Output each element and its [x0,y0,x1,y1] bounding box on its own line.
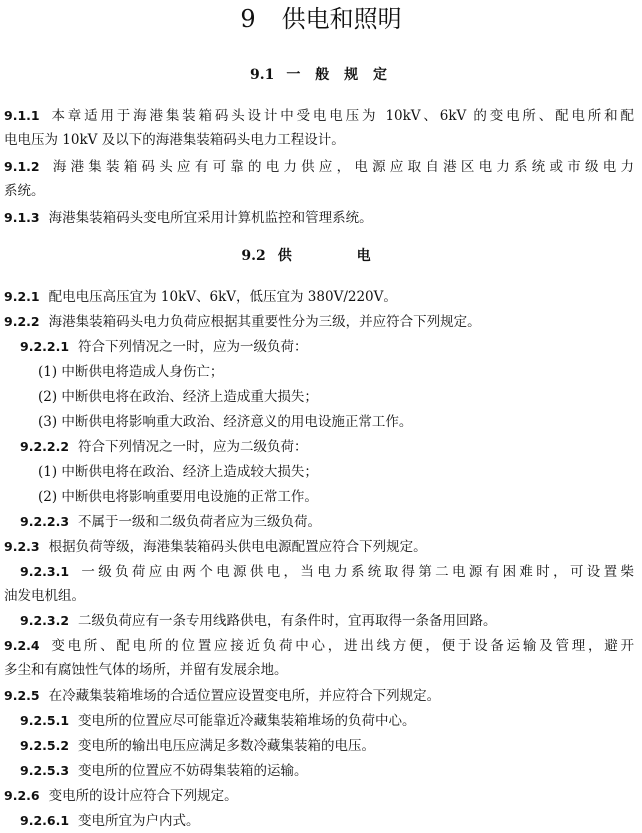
list-item [38,463,634,481]
clause-line [20,737,634,755]
clause-line [4,637,634,655]
chapter-name: 供电和照明 [281,5,402,33]
clause-line [20,762,634,780]
clause-line [4,313,634,331]
clause-text: 变电所的输出电压应满足多数冷藏集装箱的电压。 [78,738,376,754]
section-name: 一 般 规 定 [286,67,392,83]
clause-number: 9.2.1 [4,289,40,304]
clause-number: 9.1.1 [4,108,40,123]
clause-line [4,587,634,605]
list-item-text: (1) 中断供电将造成人身伤亡； [38,364,224,380]
clause-text: 本章适用于海港集装箱码头设计中受电电压为 10kV、6kV 的变电所、配电所和配 [48,108,634,124]
clause-line [4,131,634,149]
clause-text: 海港集装箱码头变电所宜采用计算机监控和管理系统。 [48,210,373,226]
clause-line [4,661,634,679]
clause-number: 9.2.5.2 [20,738,70,753]
clause-number: 9.2.2 [4,314,40,329]
section-heading [0,66,642,84]
clause-line [4,538,634,556]
clause-line [4,787,634,805]
clause-line [4,107,634,125]
section-number: 9.2 [241,248,266,264]
clause-text: 配电电压高压宜为 10kV、6kV，低压宜为 380V/220V。 [48,289,397,305]
clause-text: 不属于一级和二级负荷者应为三级负荷。 [78,514,322,530]
clause-number: 9.2.6 [4,788,40,803]
clause-number: 9.2.5.1 [20,713,70,728]
clause-text: 电电压为 10kV 及以下的海港集装箱码头电力工程设计。 [4,132,345,148]
clause-text: 变电所宜为户内式。 [78,813,200,829]
clause-text: 在冷藏集装箱堆场的合适位置应设置变电所，并应符合下列规定。 [48,688,441,704]
clause-number: 9.2.4 [4,638,40,653]
section-number: 9.1 [250,67,275,83]
clause-number: 9.1.3 [4,210,40,225]
clause-line [4,288,634,306]
clause-line [20,712,634,730]
clause-number: 9.2.3 [4,539,40,554]
clause-line [4,158,634,176]
clause-number: 9.2.5.3 [20,763,70,778]
list-item-text: (3) 中断供电将影响重大政治、经济意义的用电设施正常工作。 [38,414,413,430]
clause-line [20,563,634,581]
clause-text: 海港集装箱码头电力负荷应根据其重要性分为三级，并应符合下列规定。 [48,314,481,330]
clause-text: 多尘和有腐蚀性气体的场所，并留有发展余地。 [4,662,288,678]
clause-line [4,209,634,227]
list-item-text: (2) 中断供电将在政治、经济上造成重大损失； [38,389,318,405]
clause-text: 系统。 [4,183,45,199]
list-item-text: (1) 中断供电将在政治、经济上造成较大损失； [38,464,318,480]
clause-text: 海港集装箱码头应有可靠的电力供应，电源应取自港区电力系统或市级电力 [48,159,634,175]
clause-number: 9.2.3.2 [20,613,70,628]
clause-text: 符合下列情况之一时，应为一级负荷： [78,339,308,355]
clause-text: 符合下列情况之一时，应为二级负荷： [78,439,308,455]
clause-text: 二级负荷应有一条专用线路供电，有条件时，宜再取得一条备用回路。 [78,613,497,629]
clause-number: 9.2.2.3 [20,514,70,529]
clause-number: 9.2.3.1 [20,564,70,579]
clause-text: 一级负荷应由两个电源供电，当电力系统取得第二电源有困难时，可设置柴 [78,564,634,580]
clause-number: 9.2.6.1 [20,813,70,828]
clause-text: 根据负荷等级，海港集装箱码头供电电源配置应符合下列规定。 [48,539,427,555]
clause-number: 9.2.2.1 [20,339,70,354]
clause-line [20,612,634,630]
clause-line [20,438,634,456]
clause-text: 变电所的设计应符合下列规定。 [48,788,238,804]
list-item-text: (2) 中断供电将影响重要用电设施的正常工作。 [38,489,318,505]
section-heading [0,247,642,265]
clause-text: 油发电机组。 [4,588,85,604]
chapter-number: 9 [240,5,256,33]
clause-line [20,812,634,830]
clause-line [20,338,634,356]
clause-number: 9.1.2 [4,159,40,174]
list-item [38,488,634,506]
list-item [38,363,634,381]
clause-text: 变电所的位置应尽可能靠近冷藏集装箱堆场的负荷中心。 [78,713,416,729]
list-item [38,413,634,431]
list-item [38,388,634,406]
clause-line [4,182,634,200]
clause-text: 变电所、配电所的位置应接近负荷中心，进出线方便，便于设备运输及管理，避开 [48,638,634,654]
clause-line [20,513,634,531]
section-name: 供 电 [277,248,401,264]
clause-line [4,687,634,705]
clause-number: 9.2.5 [4,688,40,703]
clause-number: 9.2.2.2 [20,439,70,454]
clause-text: 变电所的位置应不妨碍集装箱的运输。 [78,763,308,779]
chapter-title [0,4,642,34]
